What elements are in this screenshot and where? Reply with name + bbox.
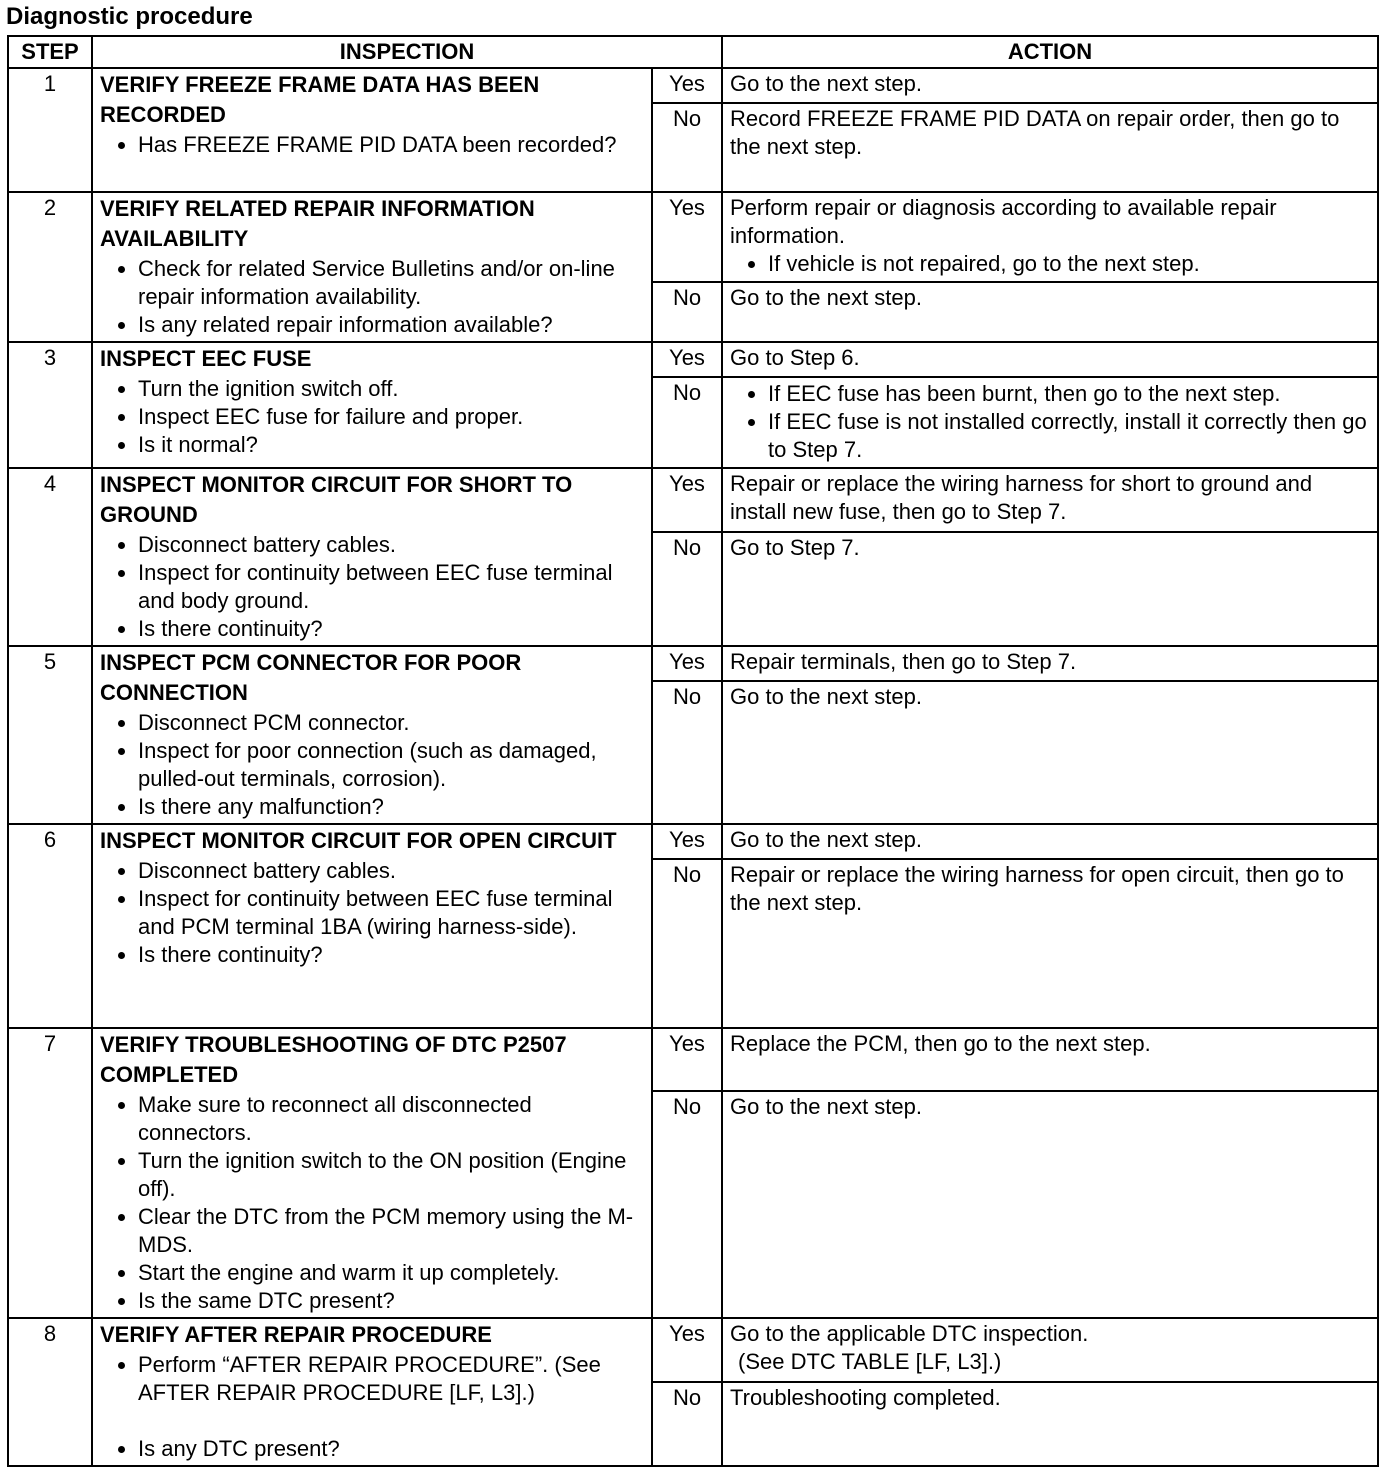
inspection-title: INSPECT PCM CONNECTOR FOR POOR CONNECTION: [100, 650, 522, 705]
table-row: [8, 824, 1378, 859]
yes-action: [722, 824, 1378, 859]
yes-label: Yes: [652, 1318, 722, 1382]
inspection-item: • Is there any malfunction?: [138, 793, 644, 821]
action-text: Perform repair or diagnosis according to available repair information.: [730, 195, 1277, 248]
inspection-item: • Is any related repair information available?: [138, 311, 644, 339]
inspection-item: • Start the engine and warm it up completely.: [138, 1259, 644, 1287]
inspection-item: • Is there continuity?: [138, 941, 644, 969]
inspection-item: • Is there continuity?: [138, 615, 644, 643]
yes-label: Yes: [652, 468, 722, 532]
table-row: [8, 646, 1378, 681]
action-item: • If EEC fuse has been burnt, then go to the next step.: [768, 380, 1370, 408]
inspection-list: [100, 1351, 644, 1463]
action-text: Go to the next step.: [730, 1094, 923, 1120]
no-label: No: [652, 1091, 722, 1318]
inspection-list: [100, 375, 644, 459]
inspection-title: INSPECT EEC FUSE: [100, 346, 312, 371]
header-step: STEP: [8, 36, 92, 68]
inspection-item: • Turn the ignition switch to the ON position (Engine off).: [138, 1147, 644, 1203]
inspection-list: [100, 531, 644, 643]
step-number: 6: [8, 824, 92, 1028]
action-text: Go to the applicable DTC inspection.: [730, 1321, 1089, 1346]
yes-action: [722, 342, 1378, 377]
action-text: Go to the next step.: [730, 71, 923, 96]
no-label: No: [652, 859, 722, 1028]
no-label: No: [652, 282, 722, 342]
step-number: 3: [8, 342, 92, 468]
inspection-list: [100, 1091, 644, 1315]
inspection-item: • Inspect for poor connection (such as damaged, pulled-out terminals, corrosion).: [138, 737, 644, 793]
header-action: ACTION: [722, 36, 1378, 68]
action-text: Troubleshooting completed.: [730, 1384, 1001, 1410]
action-item: • If EEC fuse is not installed correctly, install it correctly then go to Step 7.: [768, 408, 1370, 464]
no-action: [722, 282, 1378, 342]
yes-action: [722, 68, 1378, 103]
inspection-cell: [92, 824, 652, 1028]
action-text: Go to the next step.: [730, 684, 923, 710]
inspection-list: [100, 709, 644, 821]
inspection-item: • Inspect for continuity between EEC fuse terminal and body ground.: [138, 559, 644, 615]
yes-label: Yes: [652, 192, 722, 282]
table-row: [8, 192, 1378, 282]
action-text: Go to the next step.: [730, 285, 923, 311]
no-action: [722, 1382, 1378, 1466]
inspection-title: VERIFY TROUBLESHOOTING OF DTC P2507 COMPLETED: [100, 1032, 567, 1087]
inspection-item: • Has FREEZE FRAME PID DATA been recorded?: [138, 131, 644, 159]
yes-label: Yes: [652, 824, 722, 859]
page-title: Diagnostic procedure: [6, 3, 253, 30]
inspection-title: INSPECT MONITOR CIRCUIT FOR SHORT TO GROUND: [100, 472, 573, 527]
table-row: [8, 1318, 1378, 1382]
inspection-title: VERIFY RELATED REPAIR INFORMATION AVAILABILITY: [100, 196, 535, 251]
step-number: 1: [8, 68, 92, 192]
no-action: [722, 532, 1378, 646]
no-action: [722, 377, 1378, 468]
step-number: 8: [8, 1318, 92, 1466]
inspection-cell: [92, 342, 652, 468]
no-label: No: [652, 1382, 722, 1466]
no-action: [722, 103, 1378, 192]
yes-label: Yes: [652, 1028, 722, 1091]
inspection-cell: [92, 646, 652, 824]
inspection-cell: [92, 192, 652, 342]
action-list: [730, 250, 1370, 278]
yes-action: [722, 1028, 1378, 1091]
inspection-item: • Inspect EEC fuse for failure and proper.: [138, 403, 644, 431]
header-inspection: INSPECTION: [92, 36, 722, 68]
inspection-cell: [92, 1028, 652, 1318]
action-list: [730, 380, 1370, 464]
inspection-title: INSPECT MONITOR CIRCUIT FOR OPEN CIRCUIT: [100, 828, 617, 853]
no-action: [722, 681, 1378, 824]
inspection-item: • Disconnect battery cables.: [138, 531, 644, 559]
action-text: Go to the next step.: [730, 827, 923, 852]
inspection-list: [100, 857, 644, 969]
inspection-item: • Clear the DTC from the PCM memory using the M-MDS.: [138, 1203, 644, 1259]
table-row: [8, 342, 1378, 377]
table-header-row: [8, 36, 1378, 68]
inspection-item: • Is the same DTC present?: [138, 1287, 644, 1315]
action-text: Record FREEZE FRAME PID DATA on repair order, then go to the next step.: [730, 106, 1340, 159]
list-spacer: [138, 1407, 644, 1435]
yes-action: [722, 192, 1378, 282]
yes-label: Yes: [652, 68, 722, 103]
step-number: 2: [8, 192, 92, 342]
no-action: [722, 859, 1378, 1028]
no-label: No: [652, 103, 722, 192]
action-text: Repair terminals, then go to Step 7.: [730, 649, 1077, 674]
action-item: • If vehicle is not repaired, go to the next step.: [768, 250, 1370, 278]
no-action: [722, 1091, 1378, 1318]
inspection-item: • Make sure to reconnect all disconnected connectors.: [138, 1091, 644, 1147]
yes-action: [722, 468, 1378, 532]
inspection-cell: [92, 68, 652, 192]
no-label: No: [652, 377, 722, 468]
action-text: Repair or replace the wiring harness for open circuit, then go to the next step.: [730, 862, 1344, 915]
action-text: Go to Step 6.: [730, 345, 860, 370]
step-number: 7: [8, 1028, 92, 1318]
step-number: 4: [8, 468, 92, 646]
inspection-item: • Disconnect PCM connector.: [138, 709, 644, 737]
no-label: No: [652, 532, 722, 646]
yes-label: Yes: [652, 342, 722, 377]
inspection-title: VERIFY AFTER REPAIR PROCEDURE: [100, 1322, 492, 1347]
no-label: No: [652, 681, 722, 824]
inspection-item: • Is it normal?: [138, 431, 644, 459]
inspection-item: • Disconnect battery cables.: [138, 857, 644, 885]
action-text: Repair or replace the wiring harness for short to ground and install new fuse, then go to Step 7.: [730, 471, 1313, 524]
yes-label: Yes: [652, 646, 722, 681]
inspection-item: • Check for related Service Bulletins and/or on-line repair information availability.: [138, 255, 644, 311]
inspection-item: • Is any DTC present?: [138, 1435, 644, 1463]
yes-action: [722, 646, 1378, 681]
table-row: [8, 1028, 1378, 1091]
table-row: [8, 68, 1378, 103]
inspection-item: • Perform “AFTER REPAIR PROCEDURE”. (See AFTER REPAIR PROCEDURE [LF, L3].): [138, 1351, 644, 1407]
action-text: Replace the PCM, then go to the next step.: [730, 1031, 1151, 1056]
inspection-cell: [92, 468, 652, 646]
inspection-title: VERIFY FREEZE FRAME DATA HAS BEEN RECORDED: [100, 72, 540, 127]
inspection-list: [100, 255, 644, 339]
inspection-item: • Turn the ignition switch off.: [138, 375, 644, 403]
inspection-list: [100, 131, 644, 159]
action-text: Go to Step 7.: [730, 534, 860, 560]
action-note: (See DTC TABLE [LF, L3].): [738, 1349, 1002, 1374]
diagnostic-table: [7, 35, 1379, 1467]
step-number: 5: [8, 646, 92, 824]
table-row: [8, 468, 1378, 532]
inspection-item: • Inspect for continuity between EEC fuse terminal and PCM terminal 1BA (wiring harness-side).: [138, 885, 644, 941]
inspection-cell: [92, 1318, 652, 1466]
yes-action: [722, 1318, 1378, 1382]
